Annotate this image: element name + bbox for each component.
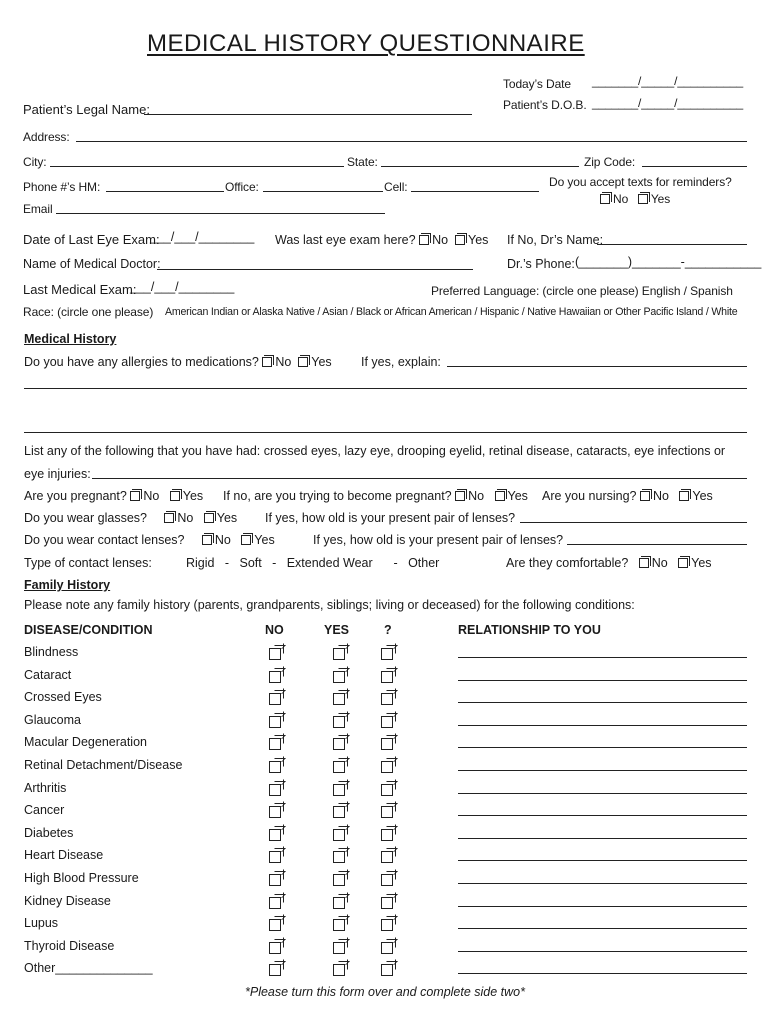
allergies-question xyxy=(24,355,332,369)
comfortable-no-label: No xyxy=(651,556,668,570)
city-label: City: xyxy=(23,155,47,169)
relationship-field[interactable] xyxy=(458,793,747,794)
comfortable-yes-label: Yes xyxy=(691,556,712,570)
condition-yes-checkbox[interactable] xyxy=(333,851,345,863)
allergies-explain-line-3[interactable] xyxy=(24,432,747,433)
texts-yes-checkbox[interactable] xyxy=(638,194,648,204)
zip-label: Zip Code: xyxy=(584,155,636,169)
condition-unknown-checkbox[interactable] xyxy=(381,942,393,954)
allergies-yes-checkbox[interactable] xyxy=(298,357,308,367)
condition-unknown-checkbox[interactable] xyxy=(381,671,393,683)
condition-yes-checkbox[interactable] xyxy=(333,829,345,841)
glasses-label: Do you wear glasses? xyxy=(24,511,147,525)
nursing-no-checkbox[interactable] xyxy=(640,491,650,501)
condition-unknown-checkbox[interactable] xyxy=(381,897,393,909)
contacts-question xyxy=(24,533,275,547)
condition-no-checkbox[interactable] xyxy=(269,897,281,909)
pregnant-question xyxy=(24,489,203,503)
pregnant-label: Are you pregnant? xyxy=(24,489,127,503)
condition-no-checkbox[interactable] xyxy=(269,784,281,796)
email-label: Email xyxy=(23,202,53,216)
was-here-yes-label: Yes xyxy=(468,233,489,247)
condition-no-checkbox[interactable] xyxy=(269,761,281,773)
cell-field[interactable] xyxy=(411,191,539,192)
condition-no-checkbox[interactable] xyxy=(269,964,281,976)
city-field[interactable] xyxy=(50,166,344,167)
comfortable-label: Are they comfortable? xyxy=(506,556,629,570)
glasses-yes-checkbox[interactable] xyxy=(204,513,214,523)
nursing-yes-label: Yes xyxy=(692,489,713,503)
condition-no-checkbox[interactable] xyxy=(269,738,281,750)
zip-field[interactable] xyxy=(642,166,747,167)
relationship-field[interactable] xyxy=(458,747,747,748)
race-label: Race: (circle one please) xyxy=(23,305,154,319)
condition-label: Cataract xyxy=(24,667,72,682)
state-field[interactable] xyxy=(381,166,579,167)
relationship-field[interactable] xyxy=(458,725,747,726)
relationship-field[interactable] xyxy=(458,883,747,884)
patient-name-label: Patient’s Legal Name: xyxy=(23,102,150,117)
condition-label: High Blood Pressure xyxy=(24,871,139,885)
condition-no-checkbox[interactable] xyxy=(269,806,281,818)
other-dr-name-field[interactable] xyxy=(597,244,747,245)
patient-name-field[interactable] xyxy=(144,114,472,115)
phone-hm-label: Phone #’s HM: xyxy=(23,180,101,194)
pregnant-yes-label: Yes xyxy=(182,489,204,503)
allergies-yes-label: Yes xyxy=(311,355,332,369)
allergies-explain-label: If yes, explain: xyxy=(361,355,441,369)
condition-no-checkbox[interactable] xyxy=(269,851,281,863)
relationship-field[interactable] xyxy=(458,770,747,771)
condition-unknown-checkbox[interactable] xyxy=(381,784,393,796)
condition-no-checkbox[interactable] xyxy=(269,942,281,954)
texts-yes-label: Yes xyxy=(650,192,671,206)
condition-label: Kidney Disease xyxy=(24,893,111,908)
patient-dob-label: Patient’s D.O.B. xyxy=(503,98,587,112)
page-title: MEDICAL HISTORY QUESTIONNAIRE xyxy=(147,30,585,57)
relationship-field[interactable] xyxy=(458,928,747,929)
eye-conditions-question: List any of the following that you have had: crossed eyes, lazy eye, drooping eyelid, retinal disease, cataracts, eye infections or xyxy=(24,444,726,458)
condition-no-checkbox[interactable] xyxy=(269,829,281,841)
last-eye-exam-field[interactable]: ___/___/________ xyxy=(150,230,255,244)
allergies-label: Do you have any allergies to medications? xyxy=(24,355,259,369)
col-unknown-header: ? xyxy=(384,623,392,637)
condition-yes-checkbox[interactable] xyxy=(333,648,345,660)
allergies-no-label: No xyxy=(275,355,292,369)
contacts-no-checkbox[interactable] xyxy=(202,535,212,545)
trying-no-checkbox[interactable] xyxy=(455,491,465,501)
email-field[interactable] xyxy=(56,213,385,214)
condition-yes-checkbox[interactable] xyxy=(333,671,345,683)
condition-no-checkbox[interactable] xyxy=(269,874,281,886)
condition-yes-checkbox[interactable] xyxy=(333,761,345,773)
condition-yes-checkbox[interactable] xyxy=(333,897,345,909)
last-eye-exam-label: Date of Last Eye Exam: xyxy=(23,232,160,247)
condition-label: Blindness xyxy=(24,645,79,659)
medical-doctor-field[interactable] xyxy=(157,269,473,270)
relationship-field[interactable] xyxy=(458,860,747,861)
relationship-field[interactable] xyxy=(458,973,747,974)
glasses-yes-label: Yes xyxy=(216,511,238,525)
trying-yes-label: Yes xyxy=(507,489,528,503)
condition-label: Arthritis xyxy=(24,780,67,795)
relationship-field[interactable] xyxy=(458,657,747,658)
contact-type-label: Type of contact lenses: xyxy=(24,556,152,570)
col-yes-header: YES xyxy=(324,623,350,637)
condition-label: Crossed Eyes xyxy=(24,690,102,705)
contact-type-options[interactable]: Rigid - Soft - Extended Wear - Other xyxy=(186,556,440,570)
allergies-no-checkbox[interactable] xyxy=(262,357,272,367)
contacts-yes-checkbox[interactable] xyxy=(241,535,251,545)
condition-unknown-checkbox[interactable] xyxy=(381,829,393,841)
texts-question: Do you accept texts for reminders? xyxy=(549,175,732,189)
condition-yes-checkbox[interactable] xyxy=(333,806,345,818)
other-dr-name-label: If No, Dr’s Name: xyxy=(507,233,604,247)
contacts-label: Do you wear contact lenses? xyxy=(24,533,185,547)
was-here-question xyxy=(275,233,488,247)
condition-yes-checkbox[interactable] xyxy=(333,874,345,886)
glasses-no-label: No xyxy=(177,511,194,525)
cell-label: Cell: xyxy=(384,180,408,194)
condition-unknown-checkbox[interactable] xyxy=(381,919,393,931)
dr-phone-field[interactable]: (_______)_______-___________ xyxy=(575,255,762,269)
condition-label: Other______________ xyxy=(24,961,153,976)
contacts-age-field[interactable] xyxy=(567,544,747,545)
condition-no-checkbox[interactable] xyxy=(269,648,281,660)
pregnant-no-label: No xyxy=(143,489,160,503)
condition-no-checkbox[interactable] xyxy=(269,671,281,683)
glasses-no-checkbox[interactable] xyxy=(164,513,174,523)
nursing-label: Are you nursing? xyxy=(542,489,637,503)
col-relationship-header: RELATIONSHIP TO YOU xyxy=(458,623,601,637)
eye-injuries-label: eye injuries: xyxy=(24,467,91,481)
allergies-explain-line-2[interactable] xyxy=(24,388,747,389)
race-options[interactable]: American Indian or Alaska Native / Asian / Black or African American / Hispanic / Native Hawaiian or Other Pacific Island / White xyxy=(165,306,738,318)
nursing-no-label: No xyxy=(653,489,669,503)
relationship-field[interactable] xyxy=(458,906,747,907)
col-no-header: NO xyxy=(265,623,284,637)
glasses-age-field[interactable] xyxy=(520,522,747,523)
condition-unknown-checkbox[interactable] xyxy=(381,738,393,750)
office-field[interactable] xyxy=(263,191,383,192)
texts-options xyxy=(600,192,670,206)
nursing-yes-checkbox[interactable] xyxy=(679,491,689,501)
comfortable-question xyxy=(506,556,712,570)
condition-unknown-checkbox[interactable] xyxy=(381,693,393,705)
condition-unknown-checkbox[interactable] xyxy=(381,806,393,818)
trying-label: If no, are you trying to become pregnant? xyxy=(223,489,452,503)
condition-label: Diabetes xyxy=(24,825,74,840)
glasses-question xyxy=(24,511,237,525)
condition-yes-checkbox[interactable] xyxy=(333,964,345,976)
condition-unknown-checkbox[interactable] xyxy=(381,964,393,976)
condition-yes-checkbox[interactable] xyxy=(333,693,345,705)
condition-unknown-checkbox[interactable] xyxy=(381,648,393,660)
relationship-field[interactable] xyxy=(458,680,747,681)
relationship-field[interactable] xyxy=(458,702,747,703)
condition-unknown-checkbox[interactable] xyxy=(381,851,393,863)
condition-label: Macular Degeneration xyxy=(24,735,147,750)
nursing-question xyxy=(542,489,713,503)
condition-label: Lupus xyxy=(24,916,59,931)
condition-yes-checkbox[interactable] xyxy=(333,942,345,954)
condition-label: Thyroid Disease xyxy=(24,938,115,953)
condition-yes-checkbox[interactable] xyxy=(333,784,345,796)
patient-dob-field[interactable]: _______/_____/__________ xyxy=(592,96,744,110)
relationship-field[interactable] xyxy=(458,951,747,952)
contacts-age-label: If yes, how old is your present pair of lenses? xyxy=(313,533,564,547)
condition-label: Glaucoma xyxy=(24,712,81,727)
condition-label: Retinal Detachment/Disease xyxy=(24,758,183,772)
todays-date-field[interactable]: _______/_____/__________ xyxy=(592,74,744,88)
preferred-language[interactable]: Preferred Language: (circle one please) English / Spanish xyxy=(431,284,733,298)
condition-unknown-checkbox[interactable] xyxy=(381,716,393,728)
last-medical-exam-label: Last Medical Exam: xyxy=(23,282,137,297)
was-here-label: Was last eye exam here? xyxy=(275,233,416,247)
medical-history-heading: Medical History xyxy=(24,332,117,346)
condition-unknown-checkbox[interactable] xyxy=(381,761,393,773)
trying-question xyxy=(223,489,528,503)
state-label: State: xyxy=(347,155,378,169)
texts-no-checkbox[interactable] xyxy=(600,194,610,204)
condition-no-checkbox[interactable] xyxy=(269,716,281,728)
pregnant-no-checkbox[interactable] xyxy=(130,491,140,501)
last-medical-exam-field[interactable]: ___/___/________ xyxy=(130,280,235,294)
condition-yes-checkbox[interactable] xyxy=(333,716,345,728)
comfortable-yes-checkbox[interactable] xyxy=(678,558,688,568)
condition-label: Heart Disease xyxy=(24,848,104,863)
condition-no-checkbox[interactable] xyxy=(269,693,281,705)
contacts-no-label: No xyxy=(214,533,231,547)
condition-no-checkbox[interactable] xyxy=(269,919,281,931)
trying-yes-checkbox[interactable] xyxy=(495,491,505,501)
condition-label: Cancer xyxy=(24,803,65,818)
texts-no-label: No xyxy=(613,192,629,206)
contacts-yes-label: Yes xyxy=(254,533,275,547)
family-history-note: Please note any family history (parents, grandparents, siblings; living or deceased) for the following conditions: xyxy=(24,598,635,612)
todays-date-label: Today’s Date xyxy=(503,77,571,91)
footer-note: *Please turn this form over and complete side two* xyxy=(245,985,525,999)
trying-no-label: No xyxy=(468,489,485,503)
phone-hm-field[interactable] xyxy=(106,191,224,192)
office-label: Office: xyxy=(225,180,259,194)
was-here-no-checkbox[interactable] xyxy=(419,235,429,245)
pregnant-yes-checkbox[interactable] xyxy=(170,491,180,501)
condition-yes-checkbox[interactable] xyxy=(333,919,345,931)
address-field[interactable] xyxy=(76,141,747,142)
eye-injuries-field[interactable] xyxy=(92,478,747,479)
relationship-field[interactable] xyxy=(458,838,747,839)
condition-unknown-checkbox[interactable] xyxy=(381,874,393,886)
was-here-no-label: No xyxy=(432,233,449,247)
comfortable-no-checkbox[interactable] xyxy=(639,558,649,568)
family-history-heading: Family History xyxy=(24,578,111,592)
col-condition-header: DISEASE/CONDITION xyxy=(24,623,153,637)
relationship-field[interactable] xyxy=(458,815,747,816)
medical-doctor-label: Name of Medical Doctor: xyxy=(23,257,161,271)
glasses-age-label: If yes, how old is your present pair of lenses? xyxy=(265,511,516,525)
allergies-explain-field[interactable] xyxy=(447,366,747,367)
condition-yes-checkbox[interactable] xyxy=(333,738,345,750)
dr-phone-label: Dr.’s Phone: xyxy=(507,257,575,271)
was-here-yes-checkbox[interactable] xyxy=(455,235,465,245)
address-label: Address: xyxy=(23,130,70,144)
